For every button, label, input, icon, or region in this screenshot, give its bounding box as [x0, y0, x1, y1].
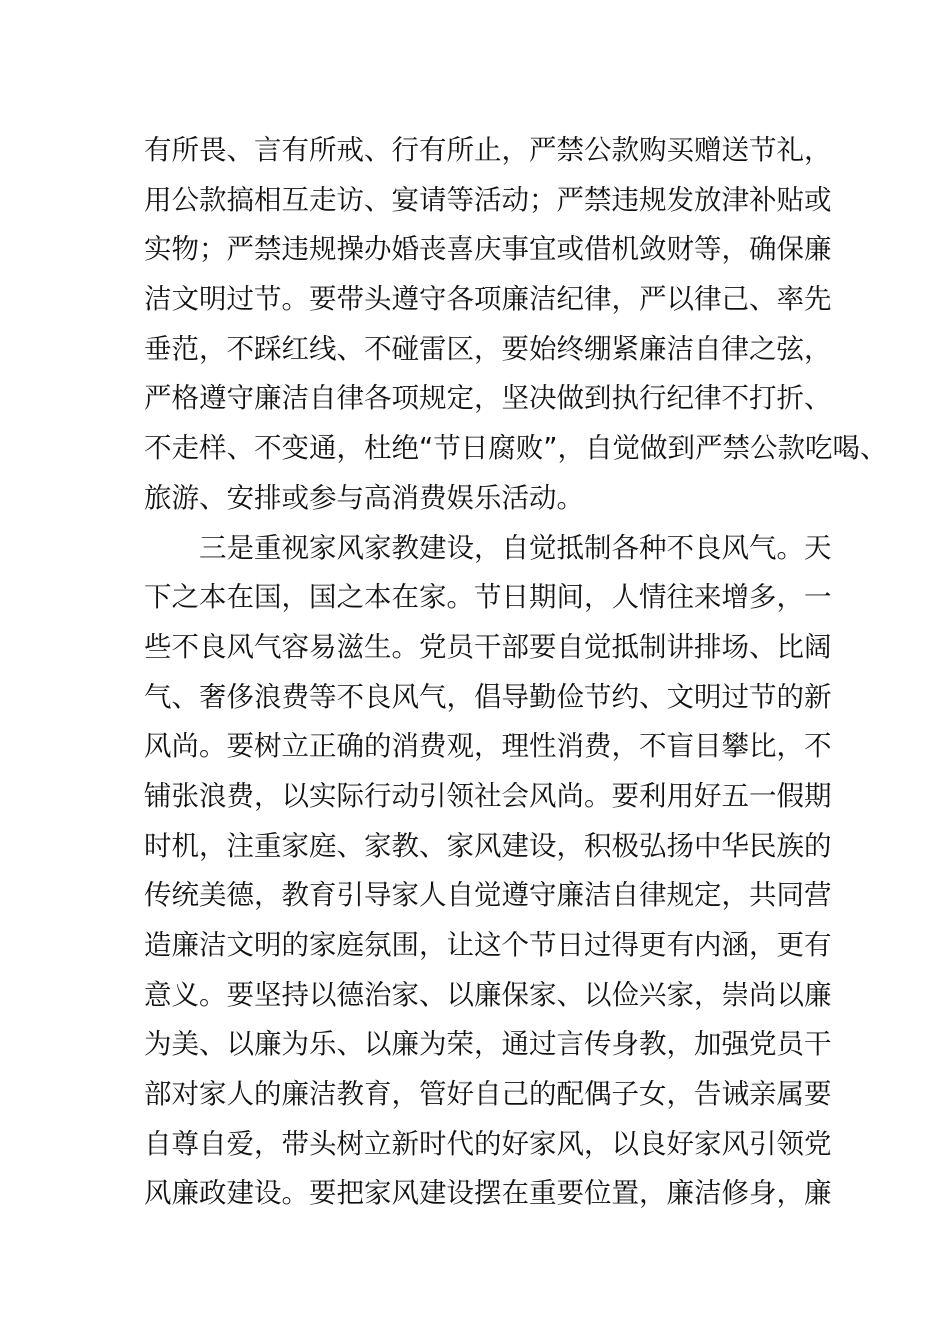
text-line: 风廉政建设。要把家风建设摆在重要位置，廉洁修身，廉: [144, 1177, 832, 1210]
text-line: 风尚。要树立正确的消费观，理性消费，不盲目攀比，不: [144, 730, 832, 763]
text-line: 下之本在国，国之本在家。节日期间，人情往来增多，一: [144, 581, 832, 614]
text-line: 用公款搞相互走访、宴请等活动；严禁违规发放津补贴或: [144, 183, 832, 216]
text-line: 为美、以廉为乐、以廉为荣，通过言传身教，加强党员干: [144, 1028, 832, 1061]
text-line: 造廉洁文明的家庭氛围，让这个节日过得更有内涵，更有: [144, 929, 832, 961]
text-line: 气、奢侈浪费等不良风气，倡导勤俭节约、文明过节的新: [144, 680, 832, 713]
text-line: 严格遵守廉洁自律各项规定，坚决做到执行纪律不打折、: [144, 382, 832, 415]
text-line: 些不良风气容易滋生。党员干部要自觉抵制讲排场、比阔: [144, 630, 832, 663]
paragraph-start-line: 三是重视家风家教建设，自觉抵制各种不良风气。天: [199, 531, 832, 564]
text-line: 实物；严禁违规操办婚丧喜庆事宜或借机敛财等，确保廉: [144, 233, 832, 266]
text-line: 有所畏、言有所戒、行有所止，严禁公款购买赠送节礼，: [144, 134, 832, 166]
text-line: 旅游、安排或参与高消费娱乐活动。: [144, 481, 584, 514]
text-line: 不走样、不变通，杜绝“节日腐败”，自觉做到严禁公款吃喝、: [144, 432, 888, 465]
text-line: 洁文明过节。要带头遵守各项廉洁纪律，严以律己、率先: [144, 283, 832, 316]
text-line: 时机，注重家庭、家教、家风建设，积极弘扬中华民族的: [144, 829, 832, 862]
body-text: [144, 126, 888, 1219]
text-line: 垂范，不踩红线、不碰雷区，要始终绷紧廉洁自律之弦，: [144, 332, 832, 365]
text-line: 部对家人的廉洁教育，管好自己的配偶子女，告诫亲属要: [144, 1078, 832, 1111]
text-line: 传统美德，教育引导家人自觉遵守廉洁自律规定，共同营: [144, 879, 832, 912]
text-line: 意义。要坚持以德治家、以廉保家、以俭兴家，崇尚以廉: [144, 978, 832, 1011]
text-line: 铺张浪费，以实际行动引领社会风尚。要利用好五一假期: [144, 779, 832, 812]
text-line: 自尊自爱，带头树立新时代的好家风，以良好家风引领党: [144, 1127, 832, 1160]
